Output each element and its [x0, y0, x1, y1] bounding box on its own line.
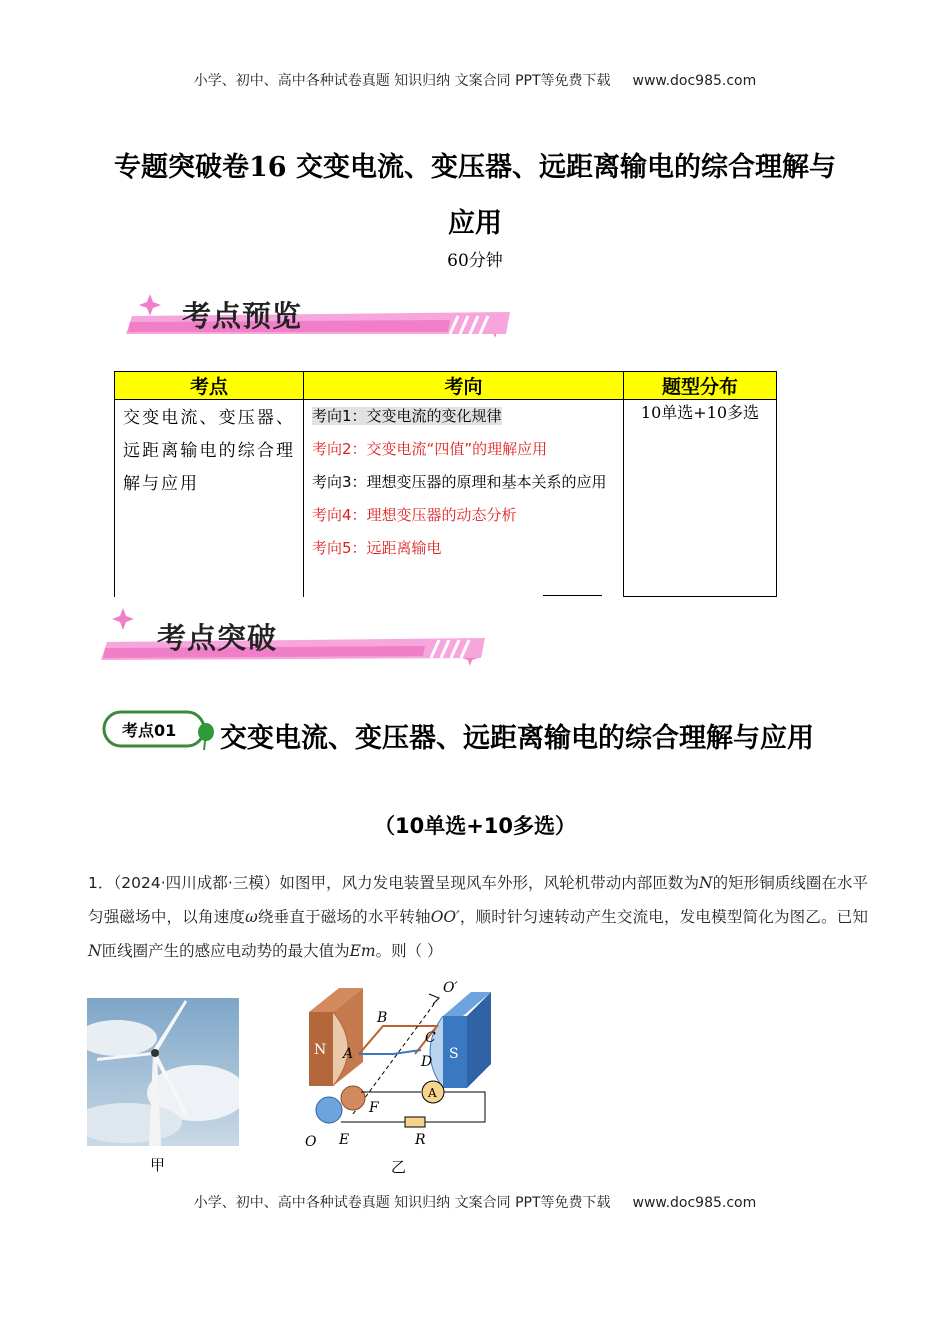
label-meter: A	[428, 1086, 437, 1100]
caption-left: 甲	[150, 1156, 166, 1174]
question-text-6: 。则（ ）	[375, 942, 443, 960]
question-number: 1．	[88, 874, 114, 892]
page-footer	[0, 1192, 950, 1212]
banner-breakthrough-label: 考点突破	[157, 621, 278, 655]
footer-url[interactable]: www.doc985.com	[632, 1195, 757, 1211]
topic-badge	[102, 708, 214, 754]
title-line1: 专题突破卷16 交变电流、变压器、远距离输电的综合理解与	[114, 152, 836, 183]
banner-breakthrough	[95, 598, 495, 678]
table-cell-distribution: 10单选+10多选	[624, 400, 777, 597]
header-url[interactable]: www.doc985.com	[632, 73, 757, 89]
label-o-prime: O′	[443, 980, 458, 996]
label-r: R	[415, 1132, 426, 1148]
label-a: A	[343, 1046, 354, 1062]
question-1	[88, 866, 868, 968]
question-text-5: 匝线圈产生的感应电动势的最大值为	[101, 942, 350, 960]
section-title: 交变电流、变压器、远距离输电的综合理解与应用	[220, 723, 814, 754]
table-header-distribution: 题型分布	[624, 372, 777, 400]
table-header-topic: 考点	[115, 372, 304, 400]
banner-preview-decor	[110, 282, 520, 352]
label-d: D	[421, 1054, 433, 1070]
duration: 60分钟	[447, 251, 503, 271]
label-c: C	[425, 1030, 436, 1046]
var-n: N	[699, 874, 713, 892]
question-text-1: 如图甲，风力发电装置呈现风车外形，风轮机带动内部匝数为	[279, 874, 699, 892]
generator-diagram-svg	[297, 974, 497, 1154]
table-header-direction: 考向	[304, 372, 624, 400]
direction-3: 考向3：理想变压器的原理和基本关系的应用	[312, 473, 607, 491]
label-o: O	[305, 1134, 317, 1150]
page-header	[0, 70, 950, 90]
label-n: N	[314, 1042, 327, 1058]
banner-preview	[110, 282, 520, 352]
banner-breakthrough-decor	[95, 598, 495, 678]
table-cell-topic: 交变电流、变压器、远距离输电的综合理解与应用	[115, 400, 304, 597]
direction-2: 考向2：交变电流“四值”的理解应用	[312, 440, 548, 458]
direction-4: 考向4：理想变压器的动态分析	[312, 506, 517, 524]
question-source: （2024·四川成都·三模）	[113, 874, 280, 892]
question-text-3: 绕垂直于磁场的水平转轴	[257, 908, 431, 926]
direction-5: 考向5：远距离输电	[312, 539, 442, 557]
var-axis: OO′	[430, 908, 460, 926]
banner-preview-label: 考点预览	[182, 299, 303, 333]
direction-1: 考向1：交变电流的变化规律	[312, 407, 502, 425]
direction-item	[312, 400, 623, 433]
question-text-4: ，顺时针匀速转动产生交流电，发电模型简化为图乙。已知	[459, 908, 868, 926]
generator-diagram	[297, 974, 497, 1154]
var-n2: N	[88, 942, 102, 960]
topic-table	[114, 371, 777, 597]
wind-turbine-photo	[87, 998, 239, 1146]
page-title	[60, 140, 890, 252]
wind-turbine-image	[87, 998, 239, 1146]
label-e: E	[339, 1132, 350, 1148]
label-f: F	[369, 1100, 379, 1116]
footer-text: 小学、初中、高中各种试卷真题 知识归纳 文案合同 PPT等免费下载	[193, 1195, 611, 1211]
label-b: B	[377, 1010, 388, 1026]
caption-right: 乙	[391, 1158, 407, 1176]
table-cell-directions	[304, 400, 624, 597]
question-text-2: 的矩形铜质线圈在水平匀强磁场中，以角速度	[88, 874, 868, 926]
label-s: S	[449, 1046, 459, 1062]
var-omega: ω	[245, 908, 258, 926]
section-subtitle: （10单选+10多选）	[373, 814, 577, 838]
badge-label: 考点01	[122, 721, 177, 740]
title-line2: 应用	[448, 208, 502, 239]
table-divider	[543, 595, 602, 596]
var-em: Em	[349, 942, 376, 960]
header-text: 小学、初中、高中各种试卷真题 知识归纳 文案合同 PPT等免费下载	[193, 73, 611, 89]
